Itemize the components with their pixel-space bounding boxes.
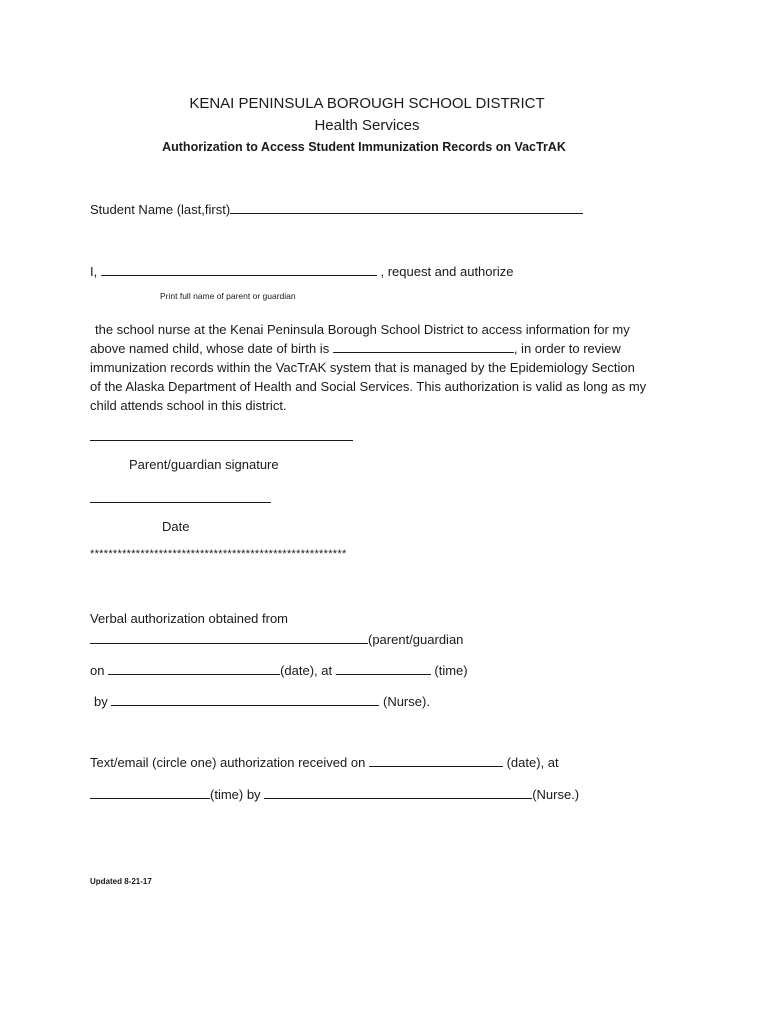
student-name-label: Student Name (last,first)	[90, 202, 231, 217]
verbal-parent-field[interactable]	[90, 631, 368, 644]
text-email-date-suffix: (date), at	[506, 755, 559, 770]
paragraph-line: the school nurse at the Kenai Peninsula Borough School District to access information for my	[95, 322, 630, 337]
verbal-nurse-row	[94, 693, 430, 709]
verbal-time-field[interactable]	[336, 662, 431, 675]
parent-name-field[interactable]	[101, 263, 377, 276]
form-title: Authorization to Access Student Immunization Records on VacTrAK	[162, 140, 566, 154]
parent-name-suffix: , request and authorize	[380, 264, 514, 279]
verbal-nurse-suffix: (Nurse).	[382, 694, 430, 709]
paragraph-line: of the Alaska Department of Health and Social Services. This authorization is valid as long as my	[90, 379, 647, 394]
parent-name-caption: Print full name of parent or guardian	[160, 291, 296, 301]
signature-date-field[interactable]	[90, 502, 271, 503]
text-email-time-suffix: (time) by	[210, 787, 261, 802]
verbal-heading: Verbal authorization obtained from	[90, 611, 289, 626]
text-email-time-row	[90, 786, 579, 802]
text-email-prefix: Text/email (circle one) authorization received on	[90, 755, 366, 770]
dob-suffix: , in order to review	[513, 341, 621, 356]
verbal-parent-suffix: (parent/guardian	[368, 632, 464, 647]
paragraph-line-dob	[90, 339, 690, 358]
district-title: KENAI PENINSULA BOROUGH SCHOOL DISTRICT	[189, 95, 545, 112]
parent-signature-label: Parent/guardian signature	[129, 457, 279, 472]
dob-field[interactable]	[333, 340, 514, 353]
verbal-time-suffix: (time)	[434, 663, 468, 678]
dob-prefix: above named child, whose date of birth is	[90, 341, 330, 356]
parent-name-row	[90, 263, 513, 279]
verbal-date-suffix: (date), at	[280, 663, 333, 678]
verbal-parent-row	[90, 631, 463, 647]
student-name-field[interactable]	[230, 201, 583, 214]
section-separator: ********************************************************	[90, 548, 347, 560]
signature-date-label: Date	[162, 519, 190, 534]
verbal-nurse-field[interactable]	[111, 693, 379, 706]
verbal-date-field[interactable]	[108, 662, 280, 675]
parent-signature-field[interactable]	[90, 440, 353, 441]
paragraph-line: child attends school in this district.	[90, 398, 287, 413]
verbal-by-prefix: by	[94, 694, 108, 709]
text-email-nurse-field[interactable]	[264, 786, 532, 799]
verbal-on-prefix: on	[90, 663, 105, 678]
text-email-date-field[interactable]	[369, 754, 503, 767]
parent-name-prefix: I,	[90, 264, 98, 279]
student-name-row	[90, 201, 583, 217]
text-email-nurse-suffix: (Nurse.)	[532, 787, 580, 802]
authorization-paragraph	[90, 320, 690, 415]
department-title: Health Services	[314, 117, 420, 134]
verbal-date-row	[90, 662, 468, 678]
text-email-row	[90, 754, 559, 770]
updated-date: Updated 8-21-17	[90, 877, 152, 886]
paragraph-line: immunization records within the VacTrAK system that is managed by the Epidemiology Section	[90, 360, 635, 375]
text-email-time-field[interactable]	[90, 786, 210, 799]
